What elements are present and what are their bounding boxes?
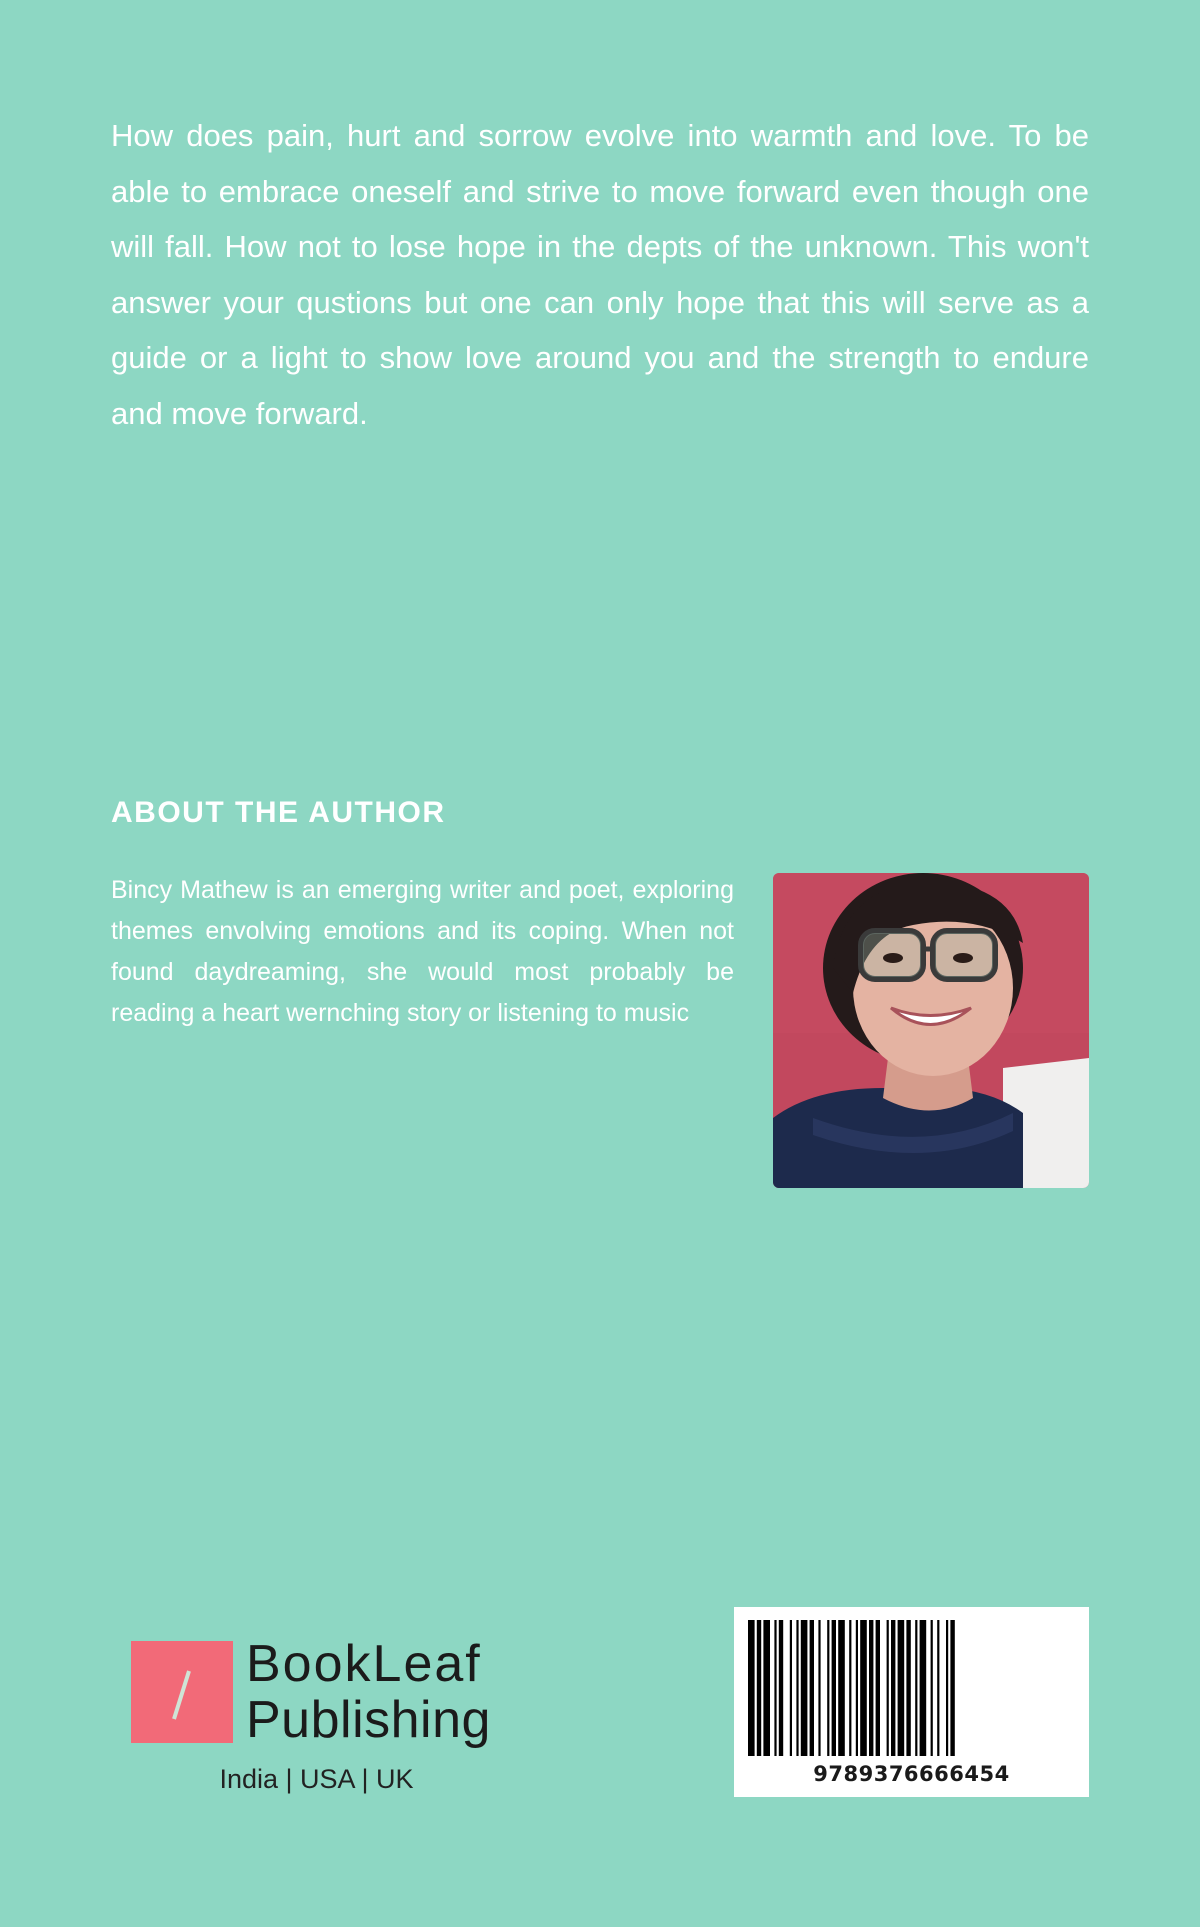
publisher-name-line2: Publishing	[246, 1691, 491, 1749]
barcode-bars	[748, 1620, 1075, 1756]
barcode-bar	[849, 1620, 851, 1756]
bookleaf-logo-mark	[131, 1641, 233, 1743]
barcode-bar	[891, 1620, 895, 1756]
barcode-bar	[915, 1620, 917, 1756]
barcode-bar	[838, 1620, 845, 1756]
barcode-bar	[790, 1620, 792, 1756]
barcode-bar	[920, 1620, 927, 1756]
publisher-name-line1: BookLeaf	[246, 1635, 482, 1693]
barcode-bar	[869, 1620, 873, 1756]
barcode-bar	[898, 1620, 905, 1756]
barcode-bar	[779, 1620, 783, 1756]
barcode-bar	[950, 1620, 954, 1756]
author-bio: Bincy Mathew is an emerging writer and poet, exploring themes envolving emotions and its coping. When not found daydreaming, she would most probably be reading a heart wernching story or listening to music	[111, 876, 734, 1027]
author-photo	[773, 873, 1089, 1188]
barcode-bar	[937, 1620, 939, 1756]
isbn-barcode	[734, 1607, 1089, 1797]
barcode-bar	[856, 1620, 858, 1756]
barcode-bar	[774, 1620, 776, 1756]
barcode-bar	[748, 1620, 755, 1756]
barcode-bar	[801, 1620, 808, 1756]
barcode-bar	[860, 1620, 867, 1756]
barcode-bar	[946, 1620, 948, 1756]
book-blurb: How does pain, hurt and sorrow evolve into warmth and love. To be able to embrace oneself and strive to move forward even though one will fall. How not to lose hope in the depts of the unknown. This won't answer your qustions but one can only hope that this will serve as a guide or a light to show love around you and the strength to endure and move forward.	[111, 118, 1089, 431]
barcode-bar	[757, 1620, 761, 1756]
barcode-bar	[763, 1620, 770, 1756]
barcode-bar	[887, 1620, 889, 1756]
barcode-bar	[827, 1620, 829, 1756]
barcode-bar	[931, 1620, 933, 1756]
barcode-bar	[876, 1620, 880, 1756]
barcode-bar	[796, 1620, 798, 1756]
about-author-heading: ABOUT THE AUTHOR	[111, 796, 446, 829]
barcode-bar	[906, 1620, 910, 1756]
barcode-bar	[810, 1620, 814, 1756]
isbn-number: 9789376666454	[813, 1762, 1010, 1786]
publisher-regions: India | USA | UK	[219, 1764, 414, 1794]
barcode-bar	[818, 1620, 820, 1756]
barcode-bar	[832, 1620, 836, 1756]
